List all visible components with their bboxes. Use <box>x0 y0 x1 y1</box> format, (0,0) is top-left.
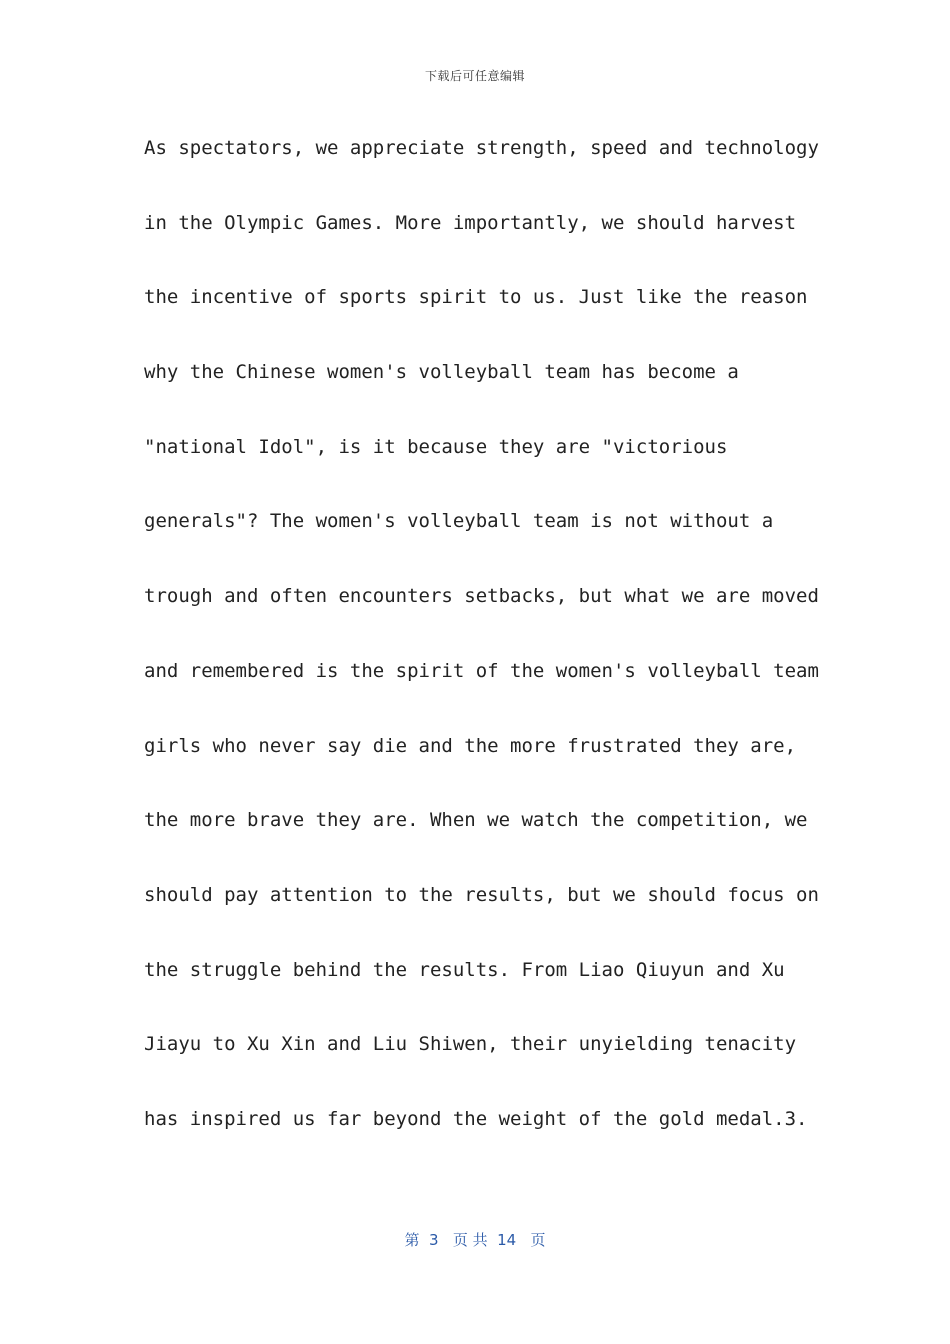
text-line: girls who never say die and the more frustrated they are, <box>144 734 797 757</box>
text-line: generals"? The women's volleyball team is not without a <box>144 510 774 533</box>
text-line: trough and often encounters setbacks, but what we are moved <box>144 585 819 608</box>
text-line: Jiayu to Xu Xin and Liu Shiwen, their unyielding tenacity <box>144 1033 797 1056</box>
page-number-footer: 第 3 页 共 14 页 <box>404 1231 546 1249</box>
text-line: the incentive of sports spirit to us. Just like the reason <box>144 286 808 309</box>
page-header: 下载后可任意编辑 <box>424 69 525 83</box>
body-text <box>144 128 824 1174</box>
text-line: should pay attention to the results, but we should focus on <box>144 883 819 906</box>
text-line: in the Olympic Games. More importantly, we should harvest <box>144 211 797 234</box>
text-line: As spectators, we appreciate strength, speed and technology <box>144 137 819 159</box>
text-line: the more brave they are. When we watch the competition, we <box>144 809 808 832</box>
text-line: the struggle behind the results. From Liao Qiuyun and Xu <box>144 958 785 981</box>
text-line: "national Idol", is it because they are "victorious <box>144 435 728 458</box>
text-line: has inspired us far beyond the weight of the gold medal.3. <box>144 1107 808 1130</box>
text-line: why the Chinese women's volleyball team has become a <box>144 361 739 384</box>
text-line: and remembered is the spirit of the women's volleyball team <box>144 659 819 682</box>
